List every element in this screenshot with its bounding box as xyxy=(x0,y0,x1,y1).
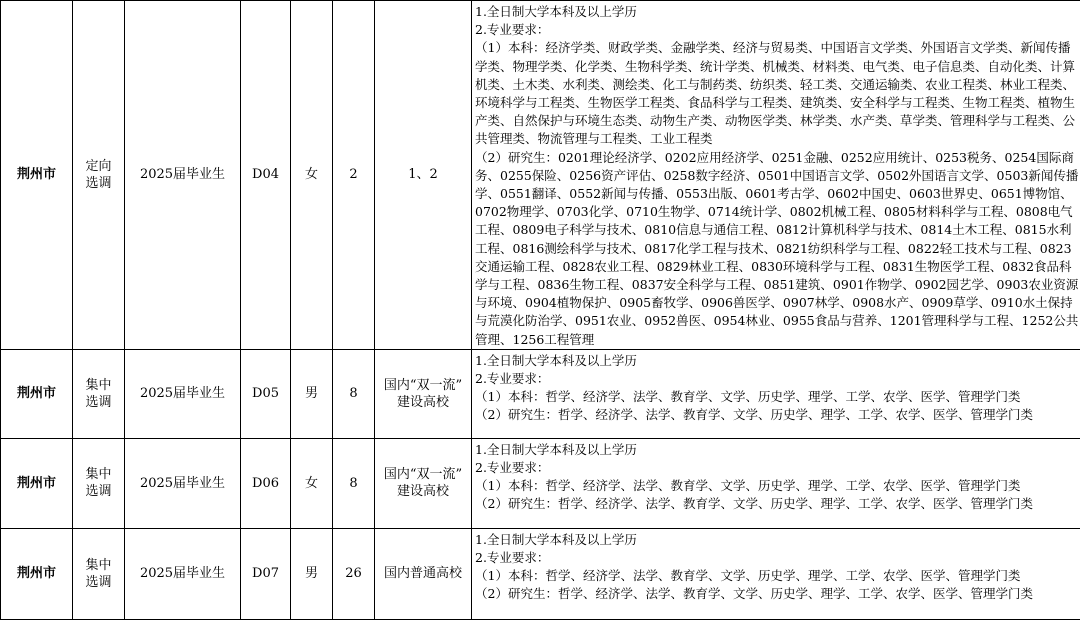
requirements-cell xyxy=(472,1,1080,350)
table-row xyxy=(1,528,1080,619)
school-cell xyxy=(375,349,472,438)
method-line: 定向 xyxy=(73,158,124,175)
requirement-line: （2）研究生：0201理论经济学、0202应用经济学、0251金融、0252应用统计、0253税务、0254国际商务、0255保险、0256资产评估、0258数字经济、0501中国语言文学、0502外国语言文学、0503新闻传播学、0551翻译、0552新闻与传播、0553出版、0601考古学、0602中国史、0603世界史、0651博物馆、0702物理学、0703化学、0710生物学、0714统计学、0802机械工程、0805材料科学与工程、0808电气工程、0809电子科学与技术、0810信息与通信工程、0812计算机科学与技术、0814土木工程、0815水利工程、0816测绘科学与技术、0817化学工程与技术、0821纺织科学与工程、0822轻工技术与工程、0823交通运输工程、0828农业工程、0829林业工程、0830环境科学与工程、0831生物医学工程、0832食品科学与工程、0836生物工程、0837安全科学与工程、0851建筑、0901作物学、0902园艺学、0903农业资源与环境、0904植物保护、0905畜牧学、0906兽医学、0907林学、0908水产、0909草学、0910水土保持与荒漠化防治学、0951农业、0952兽医、0954林业、0955食品与营养、1201管理科学与工程、1252公共管理、1256工程管理 xyxy=(475,149,1080,349)
requirement-line: 2.专业要求： xyxy=(475,549,1080,567)
table-row xyxy=(1,1,1080,350)
requirement-line: 1.全日制大学本科及以上学历 xyxy=(475,3,1080,21)
city-cell: 荆州市 xyxy=(1,438,73,528)
method-line: 集中 xyxy=(73,466,124,483)
requirements-cell xyxy=(472,528,1080,619)
target-cell: 2025届毕业生 xyxy=(125,438,241,528)
method-line: 选调 xyxy=(73,394,124,411)
requirement-line: （1）本科：经济学类、财政学类、金融学类、经济与贸易类、中国语言文学类、外国语言文学类、新闻传播学类、物理学类、化学类、生物科学类、统计学类、机械类、材料类、电气类、电子信息类、自动化类、计算机类、土木类、水利类、测绘类、化工与制药类、纺织类、轻工类、交通运输类、农业工程类、林业工程类、环境科学与工程类、生物医学工程类、食品科学与工程类、建筑类、安全科学与工程类、生物工程类、植物生产类、自然保护与环境生态类、动物生产类、动物医学类、林学类、水产类、草学类、管理科学与工程类、公共管理类、物流管理与工程类、工业工程类 xyxy=(475,39,1080,148)
school-line: 建设高校 xyxy=(375,394,471,411)
requirement-line: （1）本科：哲学、经济学、法学、教育学、文学、历史学、理学、工学、农学、医学、管理学门类 xyxy=(475,477,1080,495)
gender-cell: 男 xyxy=(291,528,333,619)
school-line: 国内“双一流” xyxy=(375,377,471,394)
count-cell: 8 xyxy=(333,349,375,438)
requirement-line: （2）研究生：哲学、经济学、法学、教育学、文学、历史学、理学、工学、农学、医学、管理学门类 xyxy=(475,495,1080,513)
method-cell xyxy=(73,528,125,619)
requirement-line: 2.专业要求： xyxy=(475,459,1080,477)
target-cell: 2025届毕业生 xyxy=(125,1,241,350)
gender-cell: 女 xyxy=(291,438,333,528)
method-line: 集中 xyxy=(73,557,124,574)
school-cell xyxy=(375,438,472,528)
method-cell xyxy=(73,349,125,438)
school-cell: 1、2 xyxy=(375,1,472,350)
method-cell xyxy=(73,438,125,528)
method-line: 选调 xyxy=(73,483,124,500)
gender-cell: 女 xyxy=(291,1,333,350)
city-cell: 荆州市 xyxy=(1,349,73,438)
city-cell: 荆州市 xyxy=(1,528,73,619)
method-line: 集中 xyxy=(73,377,124,394)
method-line: 选调 xyxy=(73,175,124,192)
code-cell: D07 xyxy=(241,528,291,619)
school-line: 建设高校 xyxy=(375,483,471,500)
requirement-line: 2.专业要求： xyxy=(475,21,1080,39)
count-cell: 26 xyxy=(333,528,375,619)
target-cell: 2025届毕业生 xyxy=(125,528,241,619)
requirements-cell xyxy=(472,349,1080,438)
requirement-line: （2）研究生：哲学、经济学、法学、教育学、文学、历史学、理学、工学、农学、医学、管理学门类 xyxy=(475,585,1080,603)
requirement-line: 2.专业要求： xyxy=(475,370,1080,388)
count-cell: 8 xyxy=(333,438,375,528)
requirement-line: 1.全日制大学本科及以上学历 xyxy=(475,352,1080,370)
requirement-line: （1）本科：哲学、经济学、法学、教育学、文学、历史学、理学、工学、农学、医学、管理学门类 xyxy=(475,388,1080,406)
requirement-line: 1.全日制大学本科及以上学历 xyxy=(475,531,1080,549)
count-cell: 2 xyxy=(333,1,375,350)
target-cell: 2025届毕业生 xyxy=(125,349,241,438)
requirements-cell xyxy=(472,438,1080,528)
code-cell: D06 xyxy=(241,438,291,528)
table-row xyxy=(1,349,1080,438)
school-line: 国内“双一流” xyxy=(375,466,471,483)
gender-cell: 男 xyxy=(291,349,333,438)
requirement-line: 1.全日制大学本科及以上学历 xyxy=(475,441,1080,459)
school-cell: 国内普通高校 xyxy=(375,528,472,619)
code-cell: D04 xyxy=(241,1,291,350)
code-cell: D05 xyxy=(241,349,291,438)
method-line: 选调 xyxy=(73,574,124,591)
city-cell: 荆州市 xyxy=(1,1,73,350)
requirement-line: （1）本科：哲学、经济学、法学、教育学、文学、历史学、理学、工学、农学、医学、管理学门类 xyxy=(475,567,1080,585)
requirement-line: （2）研究生：哲学、经济学、法学、教育学、文学、历史学、理学、工学、农学、医学、管理学门类 xyxy=(475,406,1080,424)
method-cell xyxy=(73,1,125,350)
table-row xyxy=(1,438,1080,528)
